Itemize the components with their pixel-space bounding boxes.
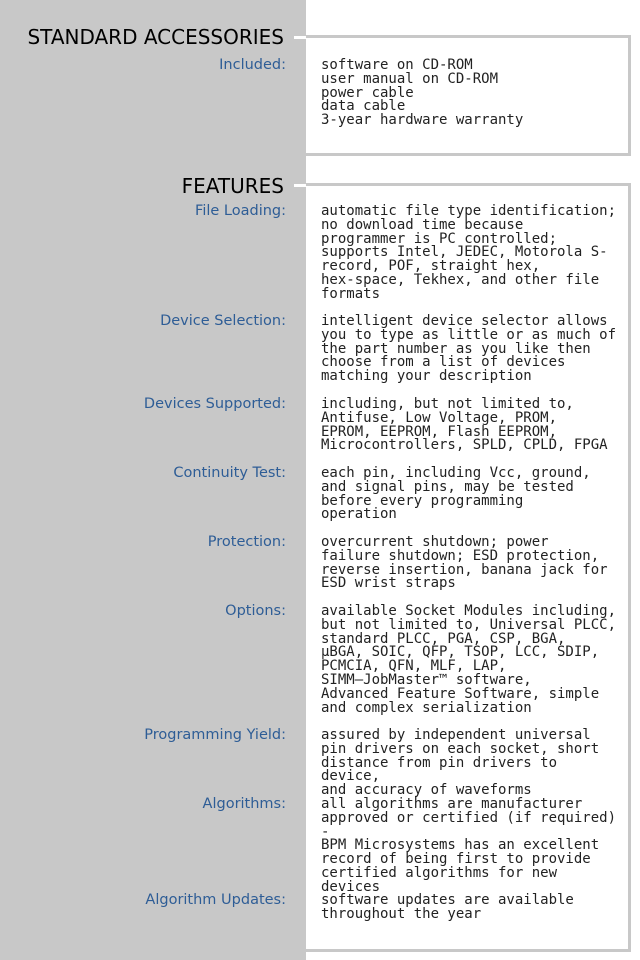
label-protection: Protection: — [207, 534, 286, 550]
section-title-features: FEATURES — [181, 174, 284, 198]
value-programming-yield: assured by independent universal pin drivers on each socket, short distance from pin drivers to device, and accuracy of waveforms — [321, 727, 600, 799]
value-included: software on CD-ROM user manual on CD-ROM power cable data cable 3-year hardware warranty — [321, 57, 524, 129]
label-options: Options: — [225, 603, 286, 619]
label-devices-supported: Devices Supported: — [143, 396, 286, 412]
value-file-loading: automatic file type identification; no download time because programmer is PC controlled; supports Intel, JEDEC, Motorola S- record, POF, straight hex, hex-space, Tekhex, and other file formats — [321, 203, 617, 302]
value-algorithm-updates: software updates are available throughout the year — [321, 892, 574, 922]
value-protection: overcurrent shutdown; power failure shutdown; ESD protection, reverse insertion, banana jack for ESD wrist straps — [321, 534, 608, 592]
label-file-loading: File Loading: — [195, 203, 286, 219]
section-connector-line — [294, 184, 306, 187]
label-included: Included: — [219, 57, 286, 73]
value-continuity-test: each pin, including Vcc, ground, and signal pins, may be tested before every programming operation — [321, 465, 591, 523]
value-devices-supported: including, but not limited to, Antifuse, Low Voltage, PROM, EPROM, EEPROM, Flash EEPROM, Microcontrollers, SPLD, CPLD, FPGA — [321, 396, 608, 454]
label-continuity-test: Continuity Test: — [173, 465, 286, 481]
section-title-standard-accessories: STANDARD ACCESSORIES — [27, 25, 284, 49]
value-device-selection: intelligent device selector allows you to type as little or as much of the part number as you like then choose from a list of devices matching your description — [321, 313, 617, 385]
label-programming-yield: Programming Yield: — [144, 727, 286, 743]
label-algorithms: Algorithms: — [202, 796, 286, 812]
label-algorithm-updates: Algorithm Updates: — [145, 892, 286, 908]
label-device-selection: Device Selection: — [160, 313, 286, 329]
value-options: available Socket Modules including, but not limited to, Universal PLCC, standard PLCC, PGA, CSP, BGA, µBGA, SOIC, QFP, TSOP, LCC, SDIP, PCMCIA, QFN, MLF, LAP, SIMM—JobMaster™ software, Advanced Feature Software, simple and complex serialization — [321, 603, 617, 716]
value-algorithms: all algorithms are manufacturer approved or certified (if required) - BPM Microsystems has an excellent record of being first to provide certified algorithms for new devices — [321, 796, 617, 895]
section-connector-line — [294, 36, 306, 39]
